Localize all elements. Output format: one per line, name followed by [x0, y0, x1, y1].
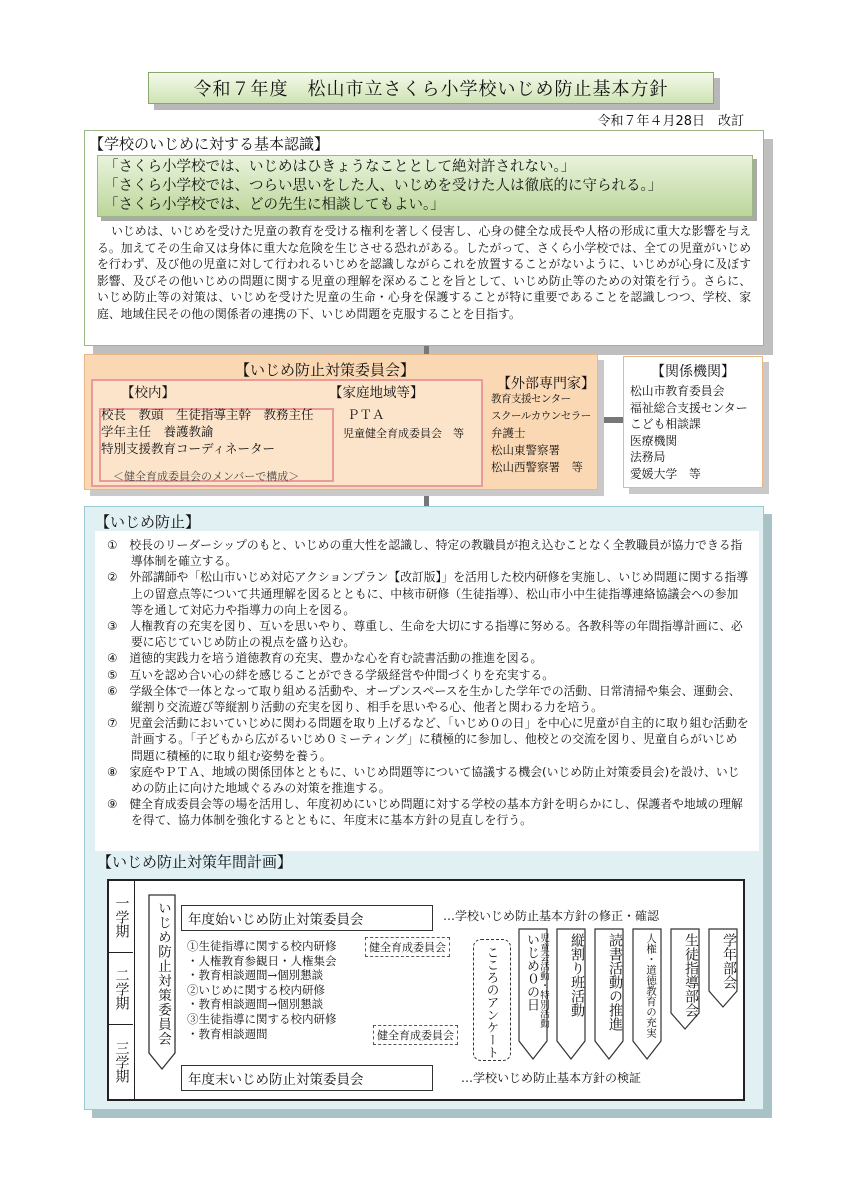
activity-item: ①生徒指導に関する校内研修: [187, 939, 337, 953]
agency-item: 松山市教育委員会: [630, 384, 725, 398]
agency-item: 愛媛大学 等: [630, 466, 701, 481]
external-list: [491, 391, 591, 476]
arrow-label-human-rights: 人権・道徳教育の充実: [645, 933, 657, 1038]
external-item: 松山東警察署: [491, 443, 560, 457]
external-item: 松山西警察署 等: [491, 460, 583, 474]
committee-vertical-label: いじめ防止対策委員会: [155, 901, 171, 1046]
agency-item: 福祉総合支援センター: [630, 400, 748, 415]
arrow-label-tatewari: 縦割り班活動: [569, 933, 585, 1017]
term-2: 二学期: [109, 953, 133, 1025]
school-member-line: 学年主任 養護教諭: [101, 424, 214, 439]
revision-date: 令和７年４月28日 改訂: [597, 114, 744, 129]
committee-section: [84, 354, 598, 490]
arrow-label-reading: 読書活動の推進: [607, 933, 623, 1031]
term-column: [109, 881, 135, 1099]
activity-item: ②いじめに関する校内研修: [187, 982, 325, 997]
related-agencies-box: [623, 356, 763, 488]
committee-title: 【いじめ防止対策委員会】: [235, 361, 416, 379]
activities-list: [187, 939, 337, 1041]
slogan: 「さくら小学校では、いじめはひきょうなこととして絶対許されない。」: [104, 159, 576, 175]
school-title: 【校内】: [121, 385, 175, 401]
slogan-box: [97, 155, 753, 217]
prevention-item: ⑤ 互いを認め合い心の絆を感じることができる学級経営や仲間づくりを充実する。: [107, 667, 555, 682]
survey-label: こころのアンケート: [485, 946, 500, 1059]
prevention-heading: 【いじめ防止】: [95, 513, 201, 531]
page-title: 令和７年度 松山市立さくら小学校いじめ防止基本方針: [148, 72, 714, 104]
school-member-line: 校長 教頭 生徒指導主幹 教務主任: [101, 407, 314, 422]
activity-item: ・教育相談週間: [187, 1026, 268, 1041]
prevention-item: ⑦ 児童会活動においていじめに関わる問題を取り上げるなど、「いじめ０の日」を中心に児童が自主的に取り組む活動を計画する。「子どもから広がるいじめ０ミーティング」に積極的に参加し、他校との交流を図り、児童自らがいじめ問題に積極的に取り組む姿勢を養う。: [107, 716, 749, 763]
activity-item: ③生徒指導に関する校内研修: [187, 1011, 337, 1026]
prevention-item: ⑧ 家庭やＰＴＡ、地域の関係団体とともに、いじめ問題等について協議する機会(いじめ防止対策委員会)を設け、いじめの防止に向けた地域ぐるみの対策を推進する。: [107, 764, 740, 796]
survey-box: [473, 939, 511, 1061]
slogan: 「さくら小学校では、つらい思いをした人、いじめを受けた人は徹底的に守られる。」: [104, 178, 663, 194]
basic-recognition-section: [84, 130, 764, 346]
connector-line: [598, 417, 624, 423]
home-member-line: ＰＴＡ: [347, 407, 385, 422]
annual-plan-table: [107, 879, 745, 1101]
slogan: 「さくら小学校では、どの先生に相談してもよい。」: [104, 197, 445, 213]
recognition-body: いじめは、いじめを受けた児童の教育を受ける権利を著しく侵害し、心身の健全な成長や人格の形成に重大な影響を与える。加えてその生命又は身体に重大な危険を生じさせる恐れがある。したがって、さくら小学校では、全ての児童がいじめを行わず、及び他の児童に対して行われるいじめを認識しながらこれを放置することがないように、いじめが心身に及ぼす影響、及びその他いじめの問題に関する児童の理解を深めることを旨として、いじめ防止等のための対策を行う。さらに、いじめ防止等の対策は、いじめを受けた児童の生命・心身を保護することが特に重要であることを認識しつつ、学校、家庭、地域住民その他の関係者の連携の下、いじめ問題を克服することを目指す。: [97, 224, 751, 321]
agency-item: 医療機関: [630, 433, 678, 448]
prevention-list: [95, 531, 759, 829]
prevention-item: ① 校長のリーダーシップのもと、いじめの重大性を認識し、特定の教職員が抱え込むことなく全教職員が協力できる指導体制を確立する。: [107, 538, 743, 569]
connector-line: [424, 490, 429, 506]
committee-members-box: [91, 379, 483, 487]
activity-item: ・教育相談週間→個別懇談: [187, 968, 324, 983]
external-item: 教育支援センター: [491, 393, 571, 405]
external-item: 弁護士: [491, 426, 526, 440]
prevention-item: ⑨ 健全育成委員会等の場を活用し、年度初めにいじめ問題に対する学校の基本方針を明らかにし、保護者や地域の理解を得て、協力体制を強化するとともに、年度末に基本方針の見直しを行う。: [107, 797, 743, 828]
arrow-sublabel-ijime0: 児童会活動・特別活動: [538, 933, 549, 1028]
home-title: 【家庭地域等】: [329, 385, 424, 401]
external-title: 【外部専門家】: [497, 376, 595, 392]
prevention-list-panel: [95, 531, 759, 851]
start-meeting-note: …学校いじめ防止基本方針の修正・確認: [443, 909, 660, 923]
kenzen-box-2: 健全育成委員会: [373, 1025, 458, 1045]
committee-note: ＜健全育成委員会のメンバーで構成＞: [113, 470, 300, 483]
term-3: 三学期: [113, 1041, 130, 1083]
arrow-label-grade: 学年部会: [721, 933, 737, 989]
activity-item: ・人権教育参観日・人権集会: [187, 953, 337, 968]
school-member-line: 特別支援教育コーディネーター: [101, 441, 276, 456]
home-member-line: 児童健全育成委員会 等: [343, 427, 464, 440]
arrow-label-guidance: 生徒指導部会: [683, 933, 699, 1017]
external-item: スクールカウンセラー: [491, 410, 591, 422]
end-meeting-box: 年度末いじめ防止対策委員会: [181, 1065, 433, 1091]
arrow-label-ijime0: いじめ０の日: [524, 933, 539, 1011]
plan-heading: 【いじめ防止対策年間計画】: [97, 853, 293, 871]
activity-item: ・教育相談週間→個別懇談: [187, 997, 324, 1012]
term-1: 一学期: [109, 881, 133, 953]
agency-item: 法務局: [630, 450, 666, 464]
kenzen-box-1: 健全育成委員会: [365, 937, 450, 957]
prevention-section: [84, 506, 764, 1110]
prevention-item: ③ 人権教育の充実を図り、互いを思いやり、尊重し、生命を大切にする指導に努める。各教科等の年間指導計画に、必要に応じていじめ防止の視点を盛り込む。: [107, 619, 743, 650]
agencies-list: [630, 383, 756, 482]
prevention-item: ④ 道徳的実践力を培う道徳教育の充実、豊かな心を育む読書活動の推進を図る。: [107, 651, 543, 666]
start-meeting-box: 年度始いじめ防止対策委員会: [181, 905, 433, 931]
recognition-heading: 【学校のいじめに対する基本認識】: [89, 135, 330, 153]
agency-item: こども相談課: [630, 417, 701, 431]
end-meeting-note: …学校いじめ防止基本方針の検証: [461, 1071, 642, 1085]
arrow-columns: [517, 925, 747, 1065]
prevention-item: ⑥ 学級全体で一体となって取り組める活動や、オープンスペースを生かした学年での活動、日常清掃や集会、運動会、縦割り交流遊び等縦割り活動の充実を図り、相手を思いやる心、他者と関わる力を培う。: [107, 683, 741, 715]
prevention-item: ② 外部講師や「松山市いじめ対応アクションプラン【改訂版】」を活用した校内研修を実施し、いじめ問題に関する指導上の留意点等について共通理解を図るとともに、中核市研修（生徒指導）、松山市小中生徒指導連絡協議会への参加等を通して対応力や指導力の向上を図る。: [107, 570, 749, 617]
agencies-title: 【関係機関】: [651, 364, 735, 380]
